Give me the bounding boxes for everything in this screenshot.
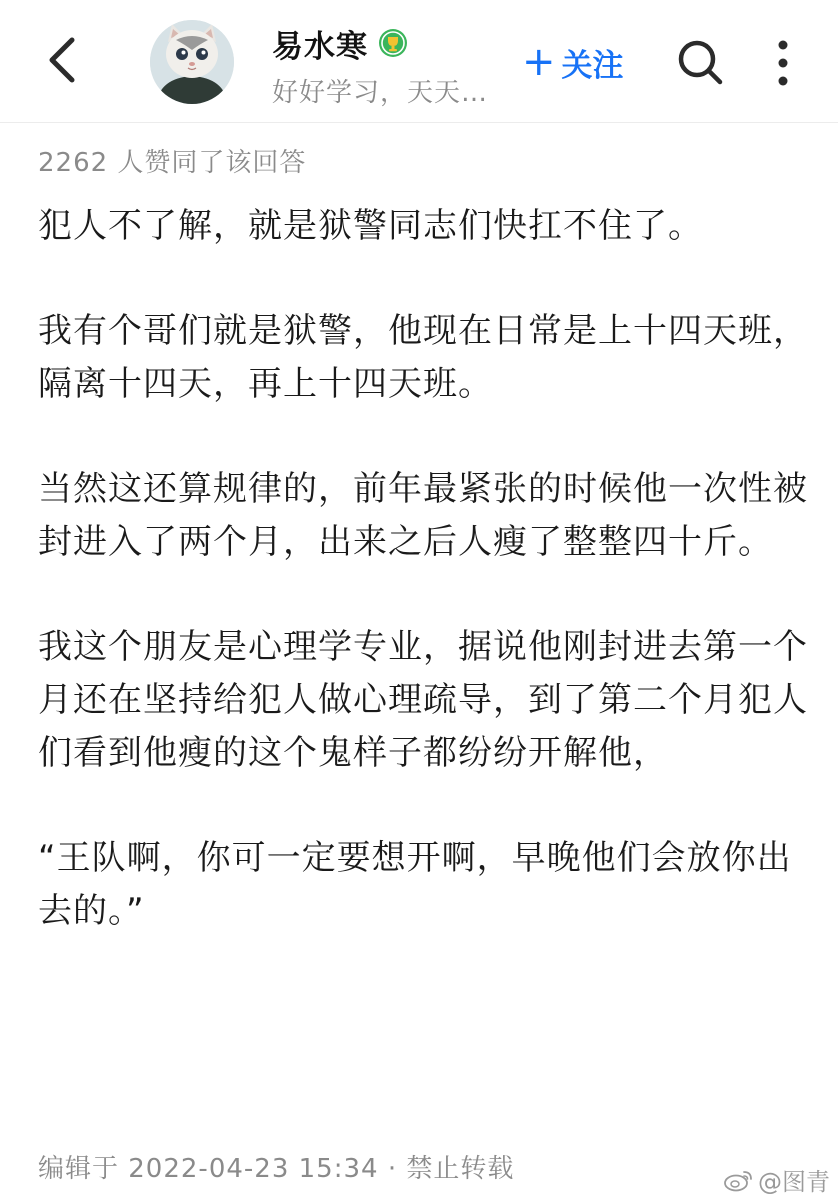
author-bio: 好好学习，天天…	[272, 78, 489, 108]
search-icon	[674, 36, 726, 88]
top-app-bar	[0, 0, 838, 122]
chevron-left-icon	[36, 30, 92, 90]
search-button[interactable]	[674, 36, 726, 88]
vote-summary: 2262 人赞同了该回答	[38, 148, 307, 178]
weibo-logo-icon	[724, 1168, 754, 1192]
header-divider	[0, 122, 838, 123]
plus-icon: +	[522, 39, 556, 85]
answer-paragraph: 我这个朋友是心理学专业，据说他刚封进去第一个月还在坚持给犯人做心理疏导，到了第二个月犯人们看到他瘦的这个鬼样子都纷纷开解他，	[38, 627, 808, 773]
answer-content	[38, 200, 808, 990]
cat-avatar-image	[150, 20, 234, 104]
answer-paragraph: 当然这还算规律的，前年最紧张的时候他一次性被封进入了两个月，出来之后人瘦了整整四十斤。	[38, 469, 808, 562]
trophy-badge-icon	[378, 28, 408, 58]
back-button[interactable]	[36, 30, 92, 90]
answer-paragraph: 犯人不了解，就是狱警同志们快扛不住了。	[38, 206, 703, 246]
follow-label: 关注	[561, 47, 624, 84]
answer-paragraph: “王队啊，你可一定要想开啊，早晚他们会放你出去的。”	[38, 838, 792, 931]
more-vertical-icon	[766, 36, 800, 92]
follow-button[interactable]	[522, 36, 624, 88]
author-name[interactable]: 易水寒	[272, 28, 368, 65]
watermark-text: @图青	[758, 1168, 830, 1196]
author-name-row	[272, 22, 408, 64]
watermark	[724, 1162, 830, 1197]
author-avatar[interactable]	[150, 20, 234, 104]
answer-paragraph: 我有个哥们就是狱警，他现在日常是上十四天班，隔离十四天，再上十四天班。	[38, 311, 808, 404]
edit-info: 编辑于 2022-04-23 15:34 · 禁止转载	[38, 1154, 515, 1184]
more-options-button[interactable]	[766, 36, 800, 92]
